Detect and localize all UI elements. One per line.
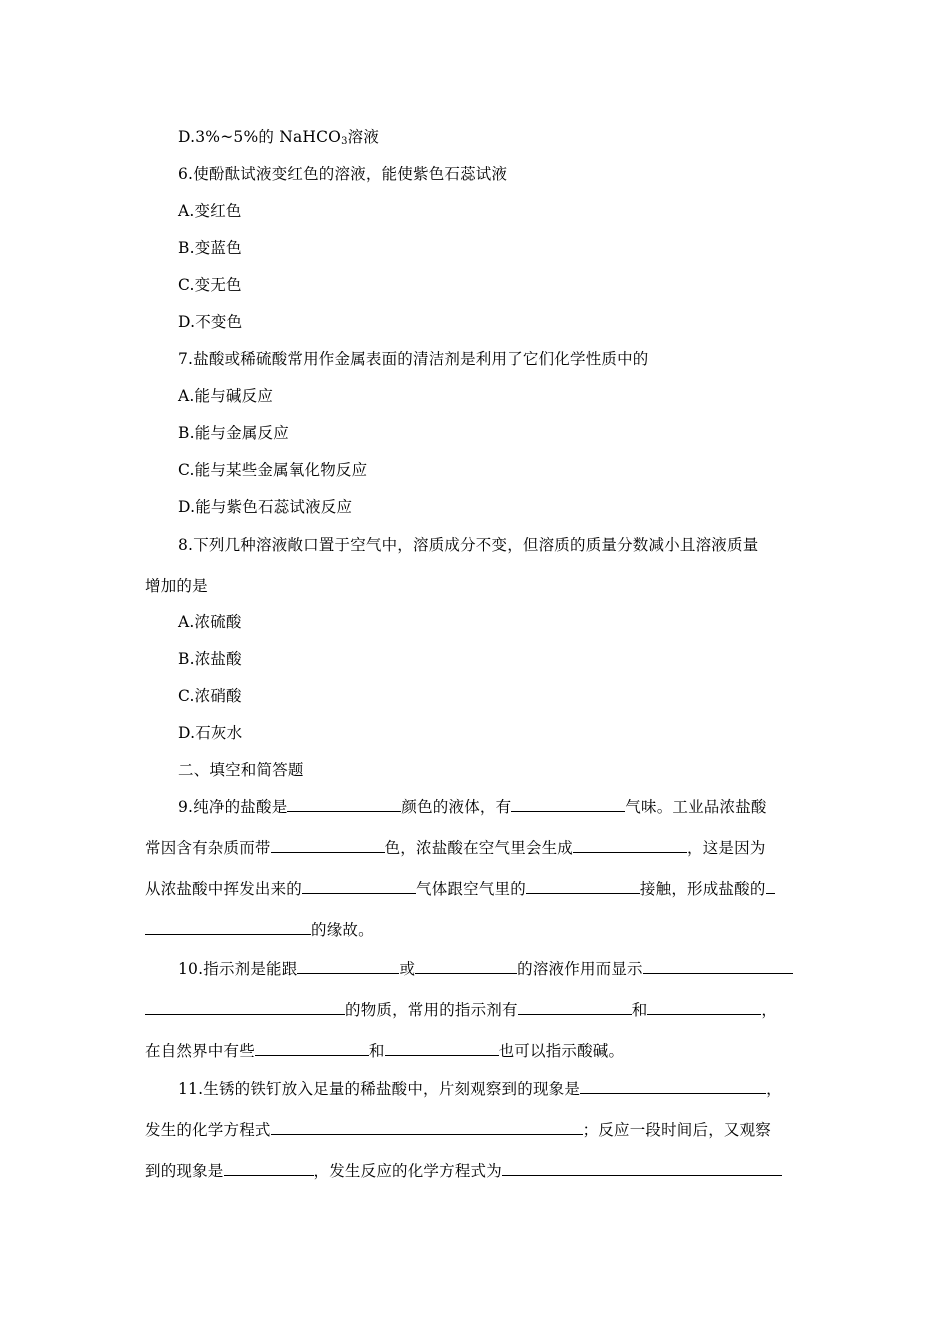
question-9-line-2 [145, 837, 766, 858]
text: 也可以指示酸碱。 [498, 1042, 625, 1060]
answer-blank[interactable] [573, 837, 687, 853]
text: 气体跟空气里的 [416, 880, 526, 898]
answer-blank[interactable] [287, 796, 401, 812]
answer-blank[interactable] [526, 878, 640, 894]
question-10-line-1 [178, 958, 793, 979]
text: ，发生反应的化学方程式为 [313, 1162, 502, 1180]
text: 9.纯净的盐酸是 [178, 798, 288, 816]
text: 发生的化学方程式 [145, 1121, 271, 1139]
question-9-line-4 [145, 919, 374, 940]
question-6: 6.使酚酞试液变红色的溶液，能使紫色石蕊试液 [178, 165, 508, 183]
text: 颜色的液体，有 [401, 798, 512, 816]
text: 在自然界中有些 [145, 1042, 255, 1060]
text: 的物质，常用的指示剂有 [345, 1001, 518, 1019]
option-7a: A.能与碱反应 [178, 387, 274, 405]
answer-blank[interactable] [145, 919, 311, 935]
text: ， [766, 1080, 782, 1098]
question-10-line-2 [145, 999, 777, 1020]
option-7c: C.能与某些金属氧化物反应 [178, 461, 368, 479]
answer-blank[interactable] [271, 1119, 583, 1135]
question-10-line-3 [145, 1040, 624, 1061]
answer-blank[interactable] [271, 837, 385, 853]
text: 的缘故。 [311, 921, 374, 939]
text: ，这是因为 [687, 839, 766, 857]
question-8-line-2: 增加的是 [145, 577, 208, 595]
text: ， [761, 1001, 778, 1019]
option-8a: A.浓硫酸 [178, 613, 242, 631]
question-9-line-1 [178, 796, 767, 817]
answer-blank[interactable] [511, 796, 625, 812]
answer-blank[interactable] [518, 999, 632, 1015]
option-8d: D.石灰水 [178, 724, 243, 742]
section-heading: 二、填空和简答题 [178, 761, 304, 779]
text: 和 [368, 1042, 385, 1060]
answer-blank[interactable] [255, 1040, 369, 1056]
question-7: 7.盐酸或稀硫酸常用作金属表面的清洁剂是利用了它们化学性质中的 [178, 350, 649, 368]
text: 常因含有杂质而带 [145, 839, 271, 857]
answer-blank[interactable] [385, 1040, 499, 1056]
answer-blank[interactable] [502, 1160, 782, 1176]
answer-blank[interactable] [145, 999, 345, 1015]
option-6a: A.变红色 [178, 202, 242, 220]
option-7b: B.能与金属反应 [178, 424, 289, 442]
text: ；反应一段时间后，又观察 [582, 1121, 772, 1139]
text: 或 [399, 960, 416, 978]
question-11-line-3 [145, 1160, 782, 1181]
subscript: 3 [341, 136, 348, 147]
text: 11.生锈的铁钉放入足量的稀盐酸中，片刻观察到的现象是 [178, 1080, 581, 1098]
text: 接触，形成盐酸的 [639, 880, 766, 898]
option-8b: B.浓盐酸 [178, 650, 242, 668]
option-5d [178, 127, 379, 147]
question-8-line-1: 8.下列几种溶液敞口置于空气中，溶质成分不变，但溶质的质量分数减小且溶液质量 [178, 536, 759, 554]
answer-blank[interactable] [302, 878, 416, 894]
question-11-line-2 [145, 1119, 771, 1140]
option-5d-suffix: 溶液 [347, 128, 380, 146]
text: 的溶液作用而显示 [517, 960, 643, 978]
answer-blank[interactable] [580, 1078, 766, 1094]
option-6d: D.不变色 [178, 313, 243, 331]
text: 气味。工业品浓盐酸 [625, 798, 767, 816]
text: 和 [631, 1001, 648, 1019]
text: 到的现象是 [145, 1162, 224, 1180]
text: 从浓盐酸中挥发出来的 [145, 880, 303, 898]
question-11-line-1 [178, 1078, 782, 1099]
answer-blank[interactable] [224, 1160, 314, 1176]
option-8c: C.浓硝酸 [178, 687, 242, 705]
text: 色，浓盐酸在空气里会生成 [384, 839, 574, 857]
answer-blank[interactable] [643, 958, 793, 974]
text: 10.指示剂是能跟 [178, 960, 298, 978]
question-9-line-3 [145, 878, 775, 899]
option-6c: C.变无色 [178, 276, 242, 294]
option-5d-text: D.3%~5%的 NaHCO [178, 128, 342, 146]
option-7d: D.能与紫色石蕊试液反应 [178, 498, 353, 516]
answer-blank[interactable] [766, 878, 775, 894]
option-6b: B.变蓝色 [178, 239, 242, 257]
answer-blank[interactable] [415, 958, 517, 974]
answer-blank[interactable] [297, 958, 399, 974]
answer-blank[interactable] [647, 999, 761, 1015]
